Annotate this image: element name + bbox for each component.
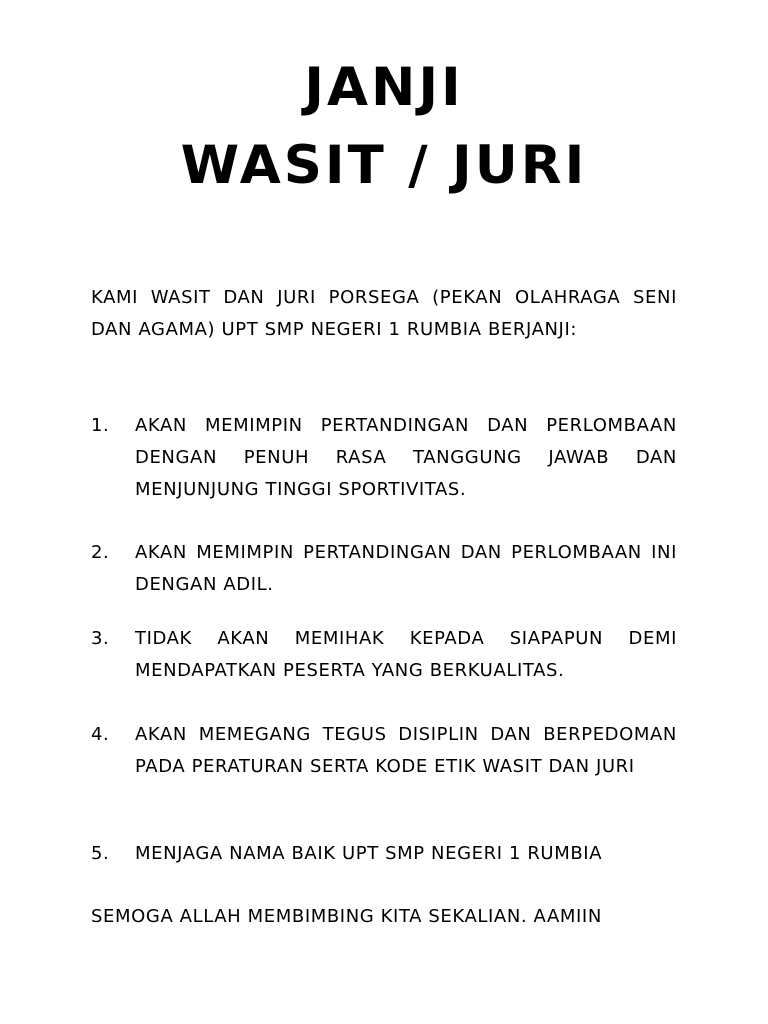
- list-item-number: 2.: [91, 542, 110, 563]
- closing-line: SEMOGA ALLAH MEMBIMBING KITA SEKALIAN. AAMIIN: [91, 906, 602, 927]
- list-item-number: 1.: [91, 415, 110, 436]
- list-item-text: AKAN MEMIMPIN PERTANDINGAN DAN PERLOMBAAN INI DENGAN ADIL.: [135, 542, 677, 595]
- document-title-line-2: WASIT / JURI: [180, 135, 588, 196]
- list-item: [91, 410, 677, 506]
- document-title-line-1: JANJI: [304, 57, 464, 118]
- list-item-text: MENJAGA NAMA BAIK UPT SMP NEGERI 1 RUMBIA: [135, 843, 603, 864]
- list-item-text: AKAN MEMIMPIN PERTANDINGAN DAN PERLOMBAAN DENGAN PENUH RASA TANGGUNG JAWAB DAN MENJUNJUNG TINGGI SPORTIVITAS.: [135, 415, 677, 500]
- list-item-number: 5.: [91, 843, 110, 864]
- intro-paragraph: KAMI WASIT DAN JURI PORSEGA (PEKAN OLAHRAGA SENI DAN AGAMA) UPT SMP NEGERI 1 RUMBIA BERJANJI:: [91, 287, 677, 340]
- list-item: [91, 719, 677, 783]
- list-item-number: 4.: [91, 724, 110, 745]
- list-item: [91, 838, 677, 870]
- list-item-text: AKAN MEMEGANG TEGUS DISIPLIN DAN BERPEDOMAN PADA PERATURAN SERTA KODE ETIK WASIT DAN JURI: [135, 724, 677, 777]
- list-item-text: TIDAK AKAN MEMIHAK KEPADA SIAPAPUN DEMI MENDAPATKAN PESERTA YANG BERKUALITAS.: [135, 628, 677, 681]
- list-item: [91, 623, 677, 687]
- list-item-number: 3.: [91, 628, 110, 649]
- list-item: [91, 537, 677, 601]
